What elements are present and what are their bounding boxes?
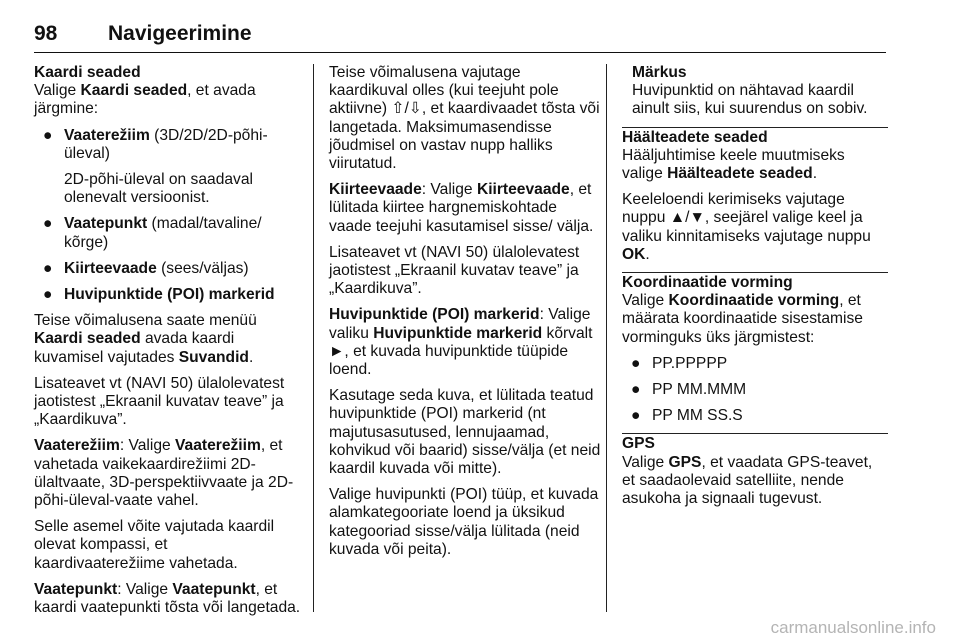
column-2 — [329, 64, 601, 567]
intro-paragraph: Valige Kaardi seaded, et avada järgmine: — [34, 82, 256, 118]
heading-voice-settings: Häälteadete seaded — [622, 128, 768, 146]
paragraph: Kasutage seda kuva, et lülitada teatud huvipunktide (POI) markerid (nt majutusasutused, lennujaamad, kohvikud või baarid) sisse/välja (et neid kaardil kuvada või mitte). — [329, 387, 601, 478]
list-item: ● Huvipunktide (POI) markerid — [43, 286, 275, 304]
heading-gps: GPS — [622, 435, 655, 453]
paragraph: Vaatepunkt: Valige Vaatepunkt, et kaardi vaatepunkti tõsta või langetada. — [34, 580, 301, 617]
column-3 — [622, 64, 888, 516]
paragraph: Valige GPS, et vaadata GPS-teavet, et saadaolevaid satelliite, nende asukoha ja signaali tugevust. — [622, 453, 873, 508]
paragraph: Teise võimalusena saate menüü Kaardi seaded avada kaardi kuvamisel vajutades Suvandid. — [34, 312, 257, 366]
bullet-icon: ● — [43, 259, 53, 277]
section-title: Navigeerimine — [108, 22, 252, 45]
paragraph: Valige Koordinaatide vorming, et määrata koordinaatide sisestamise vorminguks üks järgmistest: — [622, 292, 863, 346]
paragraph: Vaaterežiim: Valige Vaaterežiim, et vahetada vaikekaardirežiimi 2D-ülaltvaate, 3D-perspektiivvaate ja 2D-põhi-üleval-vaate vahel. — [34, 437, 294, 510]
column-1 — [34, 64, 302, 625]
note-text: Huvipunktid on nähtavad kaardil ainult siis, kui suurendus on sobiv. — [632, 82, 868, 118]
list-item: ● Kiirteevaade (sees/väljas) — [43, 259, 249, 277]
page-number: 98 — [34, 22, 58, 45]
page-header — [34, 0, 886, 53]
heading-coordinate-format: Koordinaatide vorming — [622, 274, 793, 292]
bullet-icon: ● — [631, 407, 641, 425]
section-rule — [622, 127, 888, 128]
paragraph: Huvipunktide (POI) markerid: Valige valiku Huvipunktide markerid kõrvalt ►, et kuvada huvipunktide tüüpide loend. — [329, 306, 593, 379]
paragraph: Teise võimalusena vajutage kaardikuval olles (kui teejuht pole aktiivne) ⇧/⇩, et kaardivaadet tõsta või langetada. Maksimumasendisse jõudmisel on vastav nupp halliks viirutatud. — [329, 64, 600, 173]
paragraph: Keeleloendi kerimiseks vajutage nuppu ▲/▼, seejärel valige keel ja valiku kinnitamiseks vajutage nuppu OK. — [622, 191, 871, 263]
paragraph: Valige huvipunkti (POI) tüüp, et kuvada alamkategooriate loend ja üksikud kategooriad sisse/välja lülitada (neid kuvada või peita). — [329, 486, 599, 558]
column-divider-2 — [606, 64, 607, 612]
paragraph: Kiirteevaade: Valige Kiirteevaade, et lülitada kiirtee hargnemiskohtade vaade teejuhi kasutamisel sisse/ välja. — [329, 181, 594, 235]
column-divider-1 — [313, 64, 314, 612]
section-rule — [622, 433, 888, 434]
bullet-icon: ● — [43, 215, 53, 233]
bullet-icon: ● — [43, 286, 53, 304]
bullet-icon: ● — [631, 354, 641, 372]
list-item: ● PP MM.MMM — [631, 381, 747, 399]
paragraph: Lisateavet vt (NAVI 50) ülalolevatest jaotistest „Ekraanil kuvatav teave” ja „Kaardikuva”. — [34, 374, 285, 429]
list-item-note: 2D-põhi-üleval on saadaval olenevalt versioonist. — [64, 171, 253, 207]
watermark: carmanualsonline.info — [770, 618, 936, 637]
list-item: ● PP MM SS.S — [631, 407, 743, 425]
paragraph: Lisateavet vt (NAVI 50) ülalolevatest jaotistest „Ekraanil kuvatav teave” ja „Kaardikuva”. — [329, 243, 580, 298]
paragraph: Selle asemel võite vajutada kaardil olevat kompassi, et kaardivaaterežiime vahetada. — [34, 518, 275, 572]
paragraph: Hääljuhtimise keele muutmiseks valige Häälteadete seaded. — [622, 146, 845, 183]
bullet-icon: ● — [43, 126, 53, 144]
heading-map-settings: Kaardi seaded — [34, 64, 141, 81]
bullet-icon: ● — [631, 381, 641, 399]
section-rule — [622, 272, 888, 273]
list-item: ● PP.PPPPP — [631, 354, 728, 372]
list-item: ● Vaaterežiim (3D/2D/2D-põhi-üleval) — [43, 126, 268, 162]
note-heading: Märkus — [632, 64, 687, 81]
list-item: ● Vaatepunkt (madal/tavaline/ kõrge) — [43, 215, 262, 251]
note-box — [622, 64, 888, 119]
